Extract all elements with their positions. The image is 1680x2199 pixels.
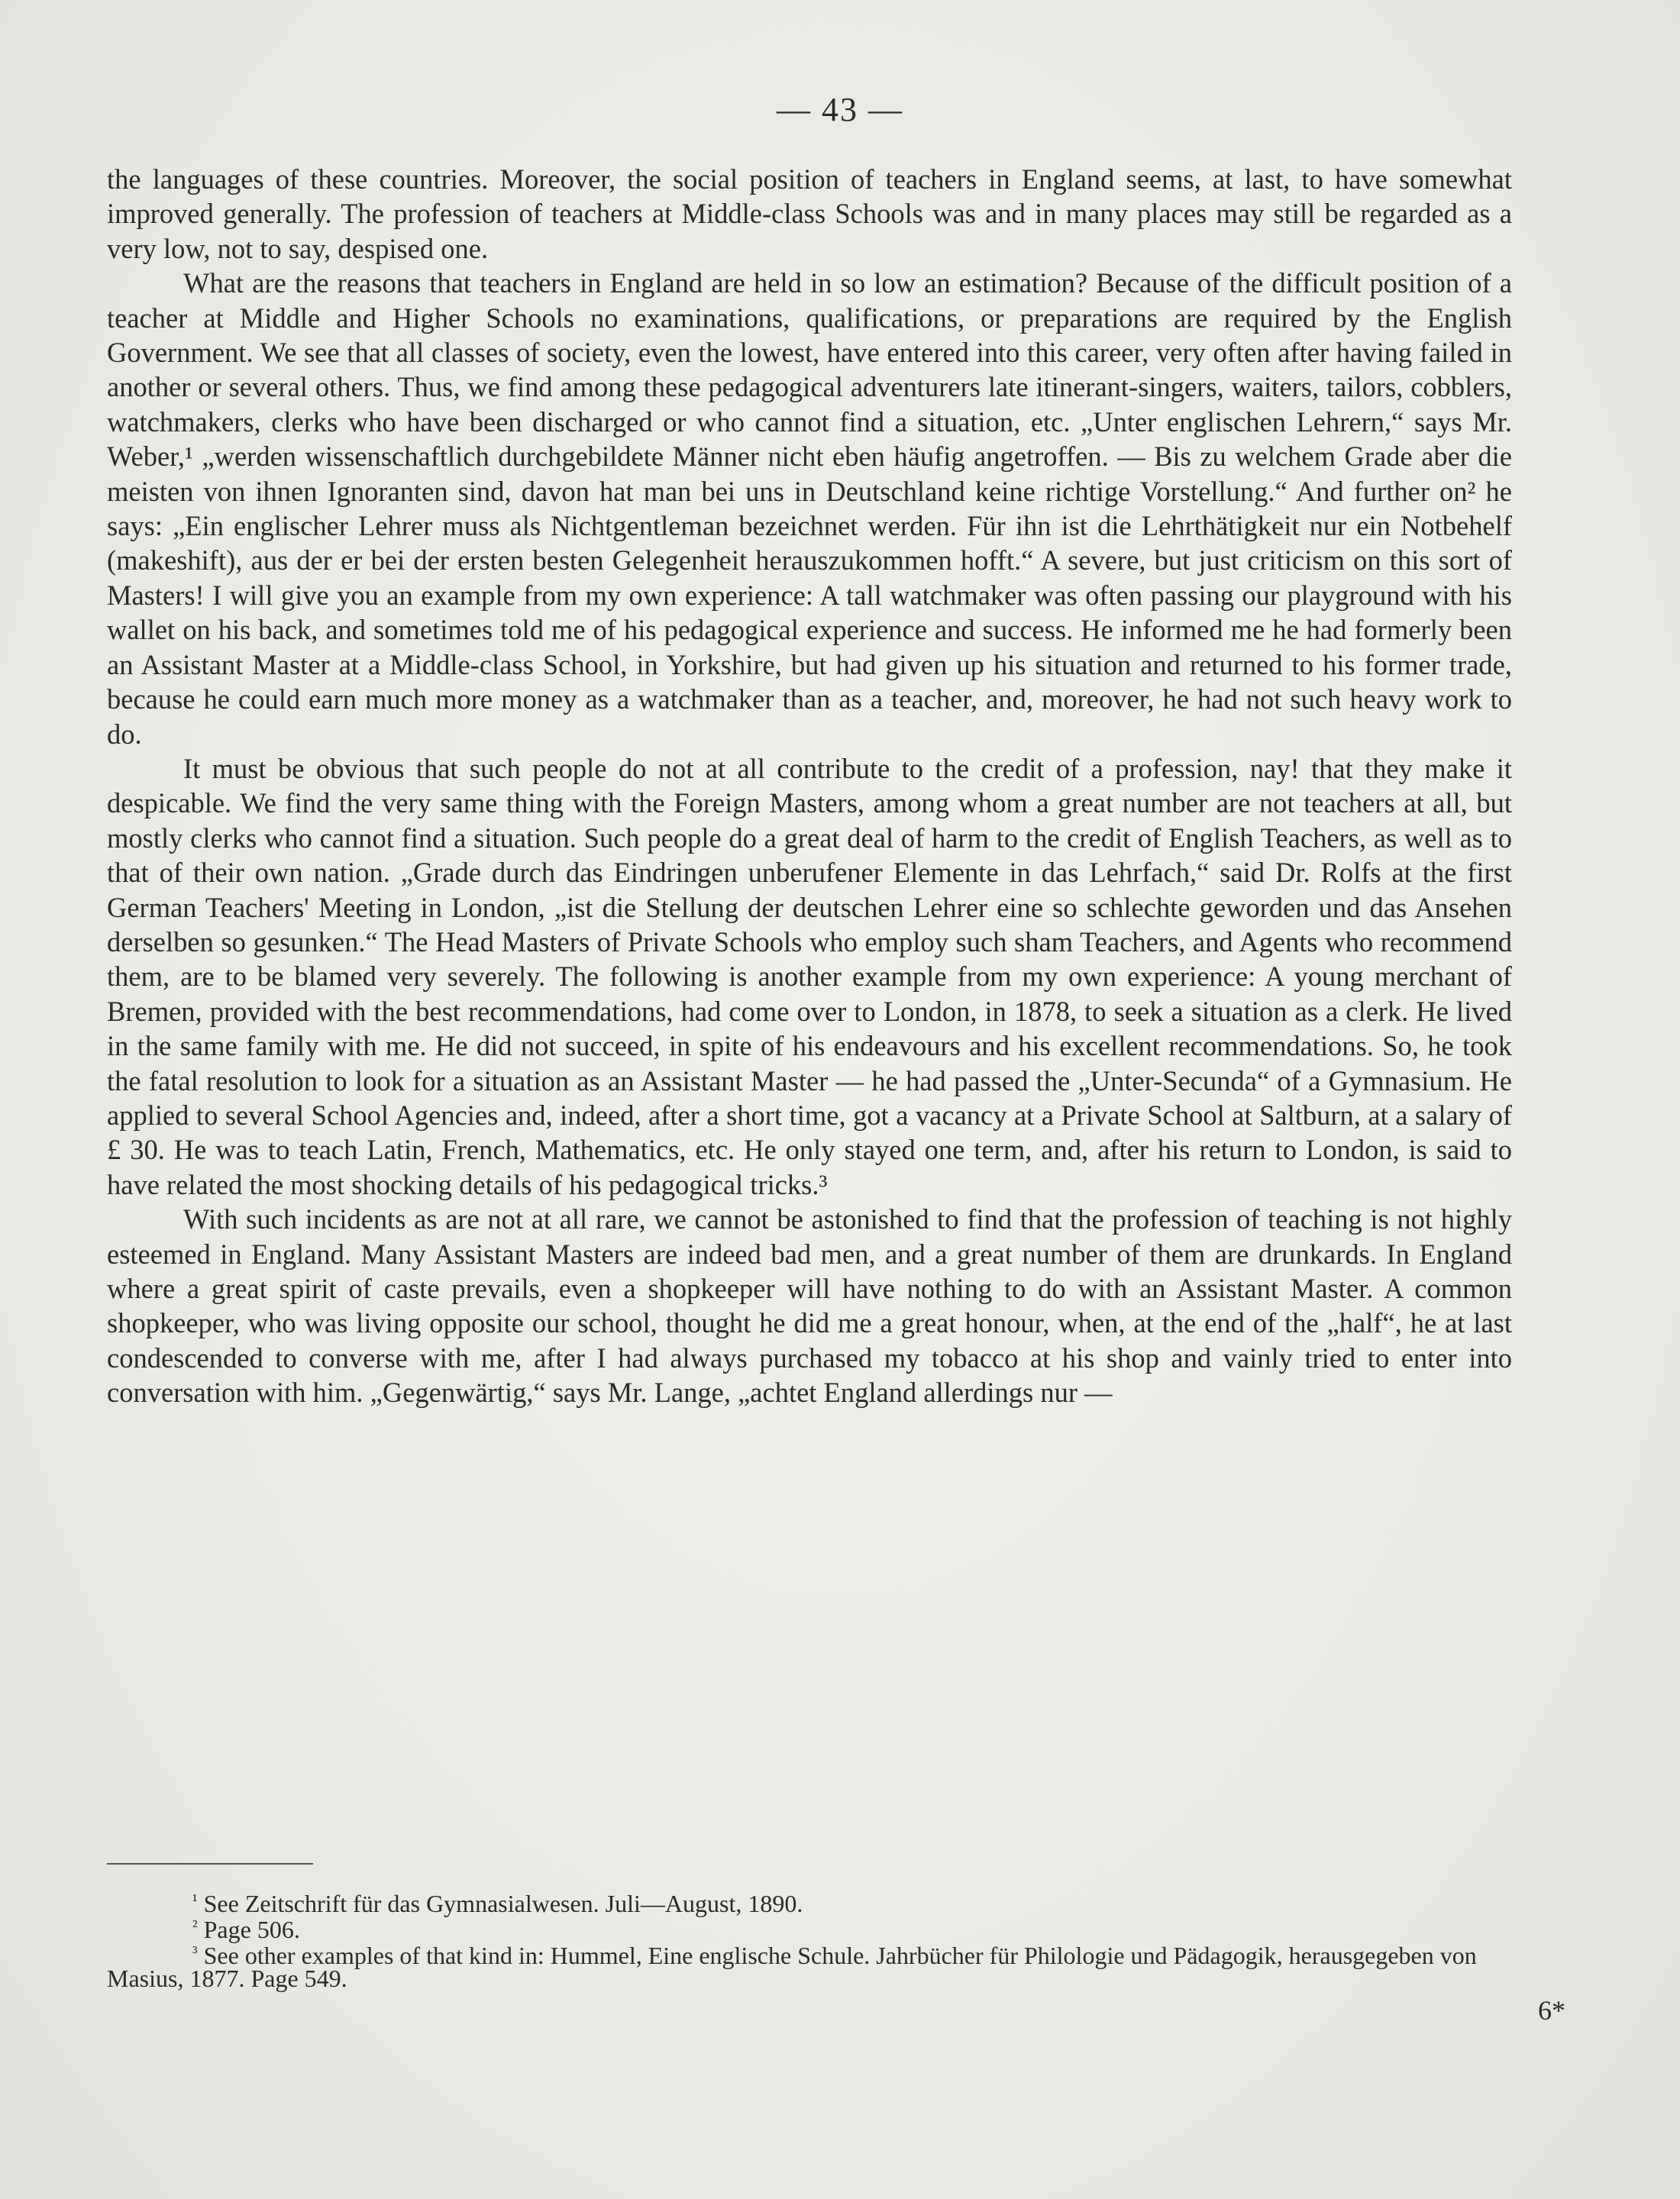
- footnote-mark: ³: [192, 1942, 198, 1962]
- signature-mark: 6*: [1538, 1995, 1565, 2026]
- footnote-text: See other examples of that kind in: Hummel, Eine englische Schule. Jahrbücher für Philologie und Pädagogik, herausgegeben von Masius, 1877. Page 549.: [107, 1942, 1477, 1992]
- page-number: — 43 —: [777, 91, 903, 128]
- footnote-1: [107, 1889, 1512, 1915]
- paragraph-2: What are the reasons that teachers in England are held in so low an estimation? Because of the difficult position of a teacher at Middle and Higher Schools no examinations, qualifications, or preparations are required by the English Government. We see that all classes of society, even the lowest, have entered into this career, very often after having failed in another or several others. Thus, we find among these pedagogical adventurers late itinerant-singers, waiters, tailors, cobblers, watchmakers, clerks who have been discharged or who cannot find a situation, etc. „Unter englischen Lehrern,“ says Mr. Weber,¹ „werden wissenschaftlich durchgebildete Männer nicht eben häufig angetroffen. — Bis zu welchem Grade aber die meisten von ihnen Ignoranten sind, davon hat man bei uns in Deutschland keine richtige Vorstellung.“ And further on² he says: „Ein englischer Lehrer muss als Nichtgentleman bezeichnet werden. Für ihn ist die Lehrthätigkeit nur ein Notbehelf (makeshift), aus der er bei der ersten besten Gelegenheit herauszukommen hofft.“ A severe, but just criticism on this sort of Masters! I will give you an example from my own experience: A tall watchmaker was often passing our playground with his wallet on his back, and sometimes told me of his pedagogical experience and success. He informed me he had formerly been an Assistant Master at a Middle-class School, in Yorkshire, but had given up his situation and returned to his former trade, because he could earn much more money as a watchmaker than as a teacher, and, moreover, he had not such heavy work to do.: [107, 267, 1512, 750]
- footnote-mark: ¹: [192, 1891, 198, 1910]
- body-text: [107, 162, 1512, 1410]
- paragraph-1: the languages of these countries. Moreover, the social position of teachers in England seems, at last, to have somewhat improved generally. The profession of teachers at Middle-class Schools was and in many places may still be regarded as a very low, not to say, despised one.: [107, 163, 1512, 264]
- footnote-mark: ²: [192, 1916, 198, 1936]
- footnotes: [107, 1889, 1512, 1990]
- footnote-text: Page 506.: [203, 1916, 300, 1943]
- footnote-2: [107, 1915, 1512, 1941]
- footnote-text: See Zeitschrift für das Gymnasialwesen. Juli—August, 1890.: [203, 1890, 803, 1917]
- footnote-3: [107, 1941, 1512, 1990]
- paragraph-3: It must be obvious that such people do not at all contribute to the credit of a profession, nay! that they make it despicable. We find the very same thing with the Foreign Masters, among whom a great number are not teachers at all, but mostly clerks who cannot find a situation. Such people do a great deal of harm to the credit of English Teachers, as well as to that of their own nation. „Grade durch das Eindringen unberufener Elemente in das Lehrfach,“ said Dr. Rolfs at the first German Teachers' Meeting in London, „ist die Stellung der deutschen Lehrer eine so schlechte geworden und das Ansehen derselben so gesunken.“ The Head Masters of Private Schools who employ such sham Teachers, and Agents who recommend them, are to be blamed very severely. The following is another example from my own experience: A young merchant of Bremen, provided with the best recommendations, had come over to London, in 1878, to seek a situation as a clerk. He lived in the same family with me. He did not succeed, in spite of his endeavours and his excellent recommendations. So, he took the fatal resolution to look for a situation as an Assistant Master — he had passed the „Unter-Secunda“ of a Gymnasium. He applied to several School Agencies and, indeed, after a short time, got a vacancy at a Private School at Saltburn, at a salary of £ 30. He was to teach Latin, French, Mathematics, etc. He only stayed one term, and, after his return to London, is said to have related the most shocking details of his pedagogical tricks.³: [107, 752, 1512, 1200]
- footnote-divider: [107, 1863, 313, 1865]
- paragraph-4: With such incidents as are not at all rare, we cannot be astonished to find that the profession of teaching is not highly esteemed in England. Many Assistant Masters are indeed bad men, and a great number of them are drunkards. In England where a great spirit of caste prevails, even a shopkeeper will have nothing to do with an Assistant Master. A common shopkeeper, who was living opposite our school, thought he did me a great honour, when, at the end of the „half“, he at last condescended to converse with me, after I had always purchased my tobacco at his shop and vainly tried to enter into conversation with him. „Gegenwärtig,“ says Mr. Lange, „achtet England allerdings nur —: [107, 1203, 1512, 1409]
